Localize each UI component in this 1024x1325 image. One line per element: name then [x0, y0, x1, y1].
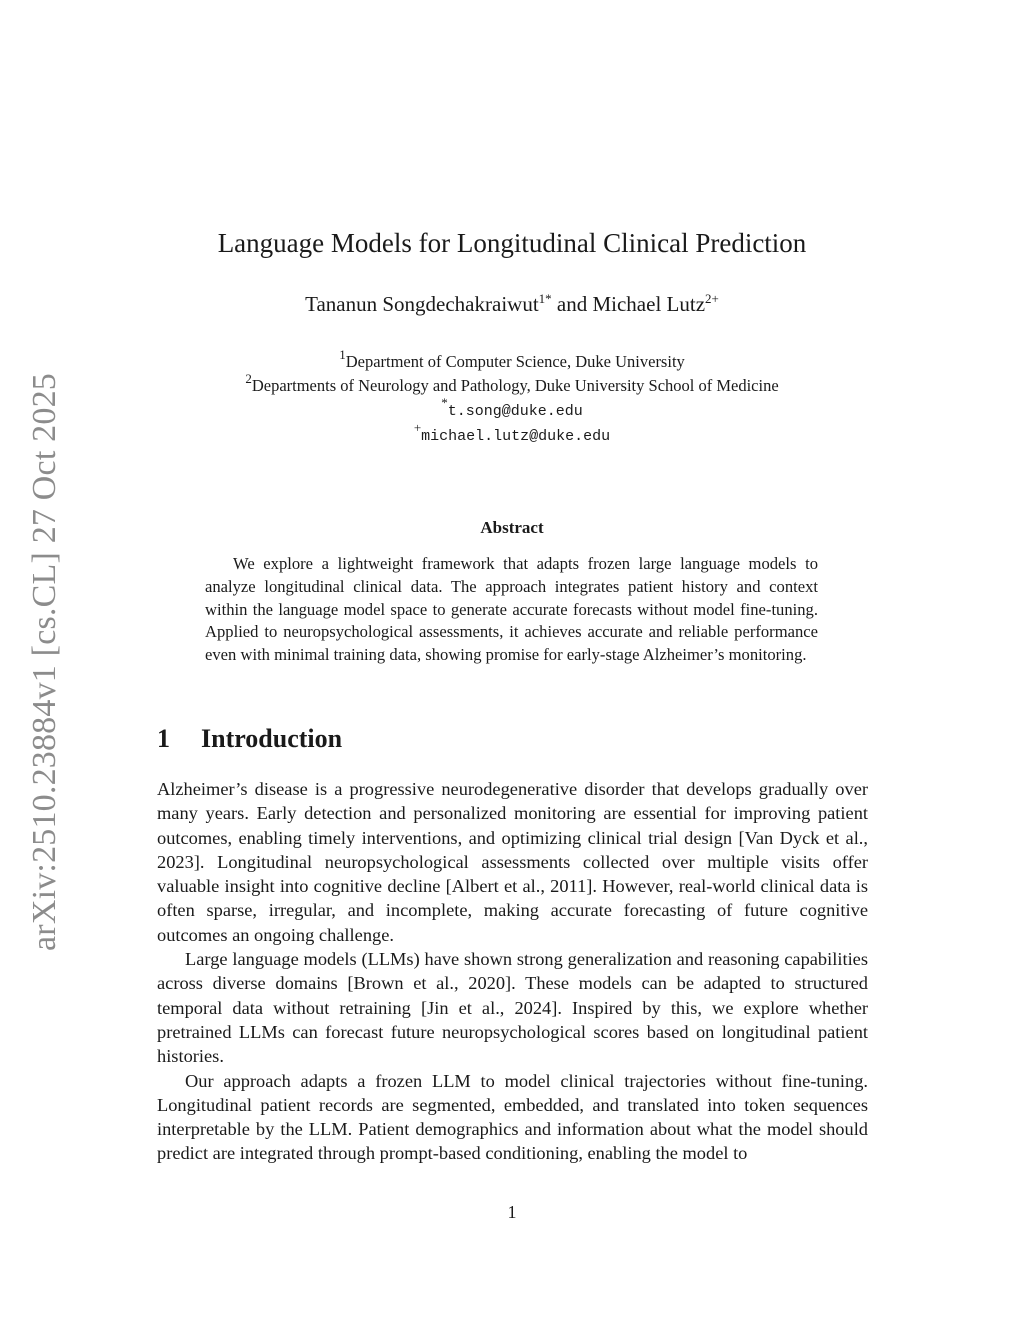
affiliation-text: Departments of Neurology and Pathology, Duke University School of Medicine [251, 376, 779, 395]
author-line [0, 290, 1024, 321]
email-line [0, 420, 1024, 448]
author-affiliation-mark: 2+ [705, 291, 719, 306]
author-name: Tananun Songdechakraiwut [305, 292, 539, 316]
affiliation-mark: 2 [245, 371, 252, 386]
abstract-text: We explore a lightweight framework that adapts frozen large language models to analyze longitudinal clinical data. The approach integrates patient history and context within the language model space to generate accurate forecasts without model fine-tuning. Applied to neuropsychological assessments, it achieves accurate and reliable performance even with minimal training data, showing promise for early-stage Alzheimer’s monitoring. [205, 554, 818, 665]
paper-title: Language Models for Longitudinal Clinical Prediction [217, 228, 807, 258]
affiliation-line [0, 347, 1024, 374]
section-title: Introduction [201, 724, 343, 753]
section-heading [157, 724, 342, 754]
author-name: Michael Lutz [592, 292, 706, 316]
body-text [157, 777, 868, 1166]
author-affiliation-mark: 1* [538, 291, 552, 306]
arxiv-identifier-stamp: arXiv:2510.23884v1 [cs.CL] 27 Oct 2025 [26, 373, 63, 951]
affiliation-line [0, 371, 1024, 398]
author-conjunction: and [551, 292, 593, 316]
page-number: 1 [507, 1202, 517, 1222]
section-number: 1 [157, 724, 170, 753]
paragraph: Large language models (LLMs) have shown strong generalization and reasoning capabilities across diverse domains [Brown et al., 2020]. These models can be adapted to structured temporal data without retraining [Jin et al., 2024]. Inspired by this, we explore whether pretrained LLMs can forecast future neuropsychological scores based on longitudinal patient histories. [157, 949, 868, 1067]
affiliation-text: Department of Computer Science, Duke University [345, 352, 685, 371]
email-address[interactable]: michael.lutz@duke.edu [421, 428, 611, 445]
email-mark: + [413, 420, 422, 435]
email-address[interactable]: t.song@duke.edu [447, 403, 583, 420]
affiliation-mark: 1 [339, 347, 346, 362]
affiliations-block [0, 347, 1024, 448]
paragraph: Our approach adapts a frozen LLM to model clinical trajectories without fine-tuning. Longitudinal patient records are segmented, embedded, and translated into token sequences interpretable by the LLM. Patient demographics and information about what the model should predict are integrated through prompt-based conditioning, enabling the model to [157, 1070, 868, 1164]
email-line [0, 395, 1024, 423]
paragraph: Alzheimer’s disease is a progressive neurodegenerative disorder that develops gradually over many years. Early detection and personalized monitoring are essential for improving patient outcomes, enabling timely interventions, and optimizing clinical trial design [Van Dyck et al., 2023]. Longitudinal neuropsychological assessments collected over multiple visits offer valuable insight into cognitive decline [Albert et al., 2011]. However, real-world clinical data is often sparse, irregular, and incomplete, making accurate forecasting of future cognitive outcomes an ongoing challenge. [157, 779, 868, 945]
email-mark: * [441, 395, 448, 410]
abstract-heading: Abstract [480, 518, 544, 537]
